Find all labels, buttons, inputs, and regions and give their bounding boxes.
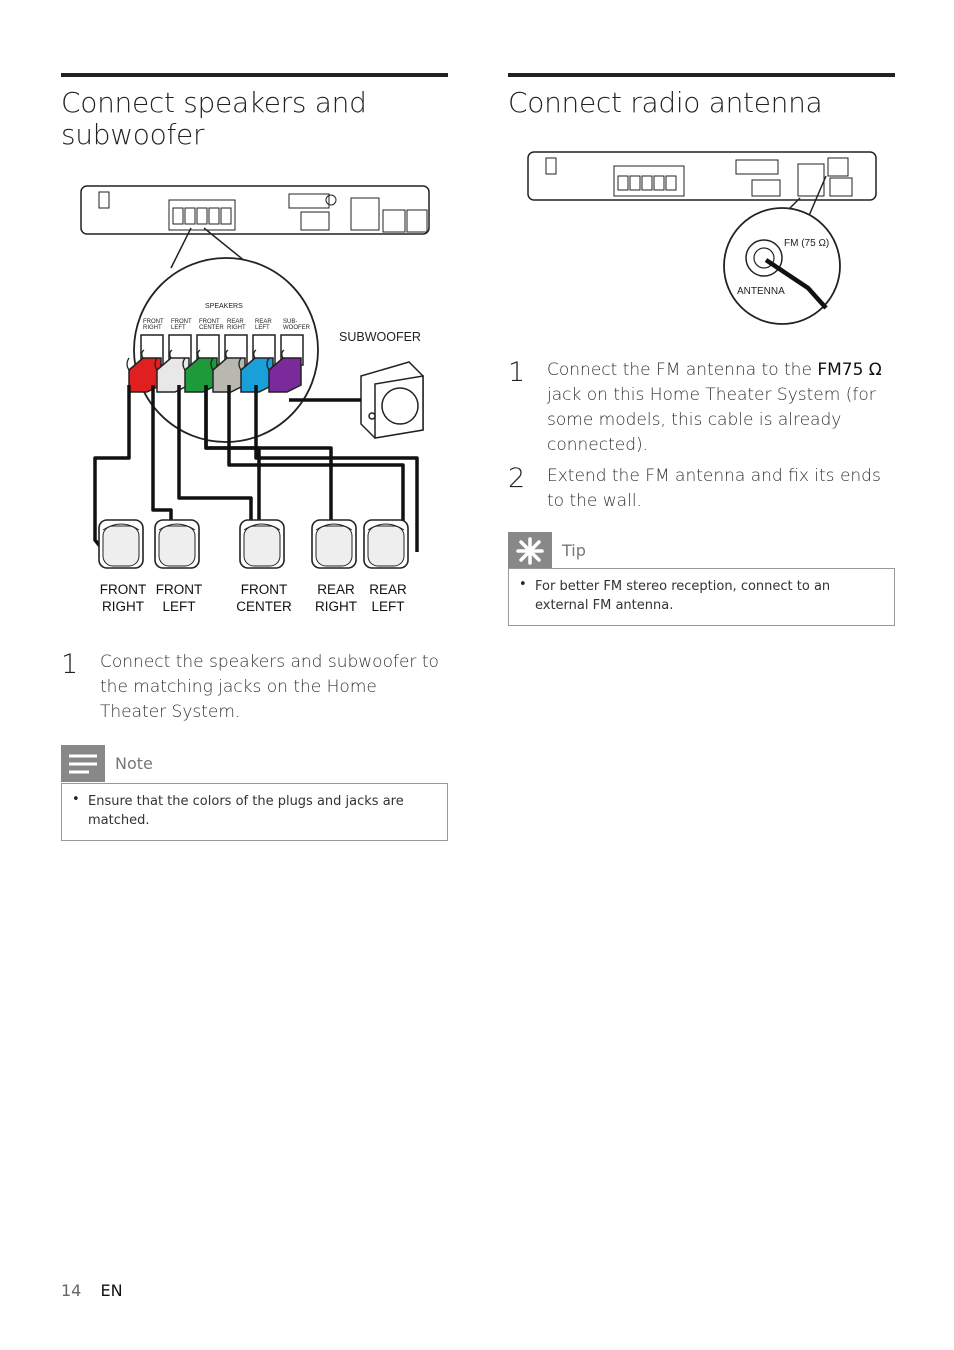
section-title-speakers: Connect speakers and subwoofer (61, 86, 367, 151)
right-column (508, 73, 895, 119)
section-rule (61, 73, 448, 77)
step-text (547, 358, 892, 458)
step-number: 2 (508, 463, 526, 494)
left-column (61, 73, 448, 151)
speaker-step-1 (61, 650, 448, 725)
note-icon (61, 745, 105, 782)
step-text: Extend the FM antenna and fix its ends to the wall. (547, 466, 881, 511)
tip-header (508, 532, 586, 569)
tip-title: Tip (562, 541, 586, 560)
jack-label: RIGHT (227, 325, 246, 331)
jack-label: FRONT (199, 319, 220, 325)
speaker-label: FRONT (155, 582, 203, 597)
speaker-label: FRONT (99, 582, 147, 597)
speaker-label: LEFT (162, 599, 196, 614)
note-text: Ensure that the colors of the plugs and jacks are matched. (88, 794, 404, 828)
speaker-label: RIGHT (102, 599, 144, 614)
subwoofer (361, 362, 423, 438)
step-number: 1 (61, 649, 79, 680)
speaker (155, 520, 199, 568)
speaker-grille (316, 526, 352, 566)
page-footer (61, 1281, 123, 1300)
antenna-connection-diagram (508, 148, 895, 330)
section-rule (508, 73, 895, 77)
page-number: 14 (61, 1281, 82, 1300)
jack-label: SUB- (283, 319, 298, 325)
jack-label: FRONT (171, 319, 192, 325)
subwoofer-label: SUBWOOFER (339, 330, 421, 344)
tip-box (508, 568, 895, 626)
fm-jack-label: FM (75 Ω) (784, 238, 830, 249)
step-number: 1 (508, 357, 526, 388)
jack-label: REAR (227, 319, 244, 325)
jack-label: LEFT (171, 325, 186, 331)
speaker-grille (159, 526, 195, 566)
speaker-grille (244, 526, 280, 566)
speaker-plug (129, 358, 161, 392)
antenna-label: ANTENNA (737, 286, 785, 297)
speaker-grille (103, 526, 139, 566)
jack-label: FRONT (143, 319, 164, 325)
jack-panel-label: SPEAKERS (205, 303, 243, 310)
note-box (61, 783, 448, 841)
speaker (240, 520, 284, 568)
step-text: Connect the speakers and subwoofer to the matching jacks on the Home Theater System. (100, 652, 439, 722)
language-code: EN (100, 1281, 123, 1300)
speaker-label: REAR (369, 582, 407, 597)
antenna-step-1 (508, 358, 895, 458)
speaker (364, 520, 408, 568)
jack-label: CENTER (199, 325, 224, 331)
jack-name: FM75 Ω (817, 360, 882, 380)
antenna-step-2 (508, 464, 895, 514)
jack-label: LEFT (255, 325, 270, 331)
speaker-label: CENTER (236, 599, 292, 614)
speaker-grille (368, 526, 404, 566)
speaker (312, 520, 356, 568)
speaker-label: LEFT (371, 599, 405, 614)
bullet-icon: • (72, 792, 80, 807)
speaker (99, 520, 143, 568)
tip-text: For better FM stereo reception, connect to an external FM antenna. (535, 579, 831, 613)
speaker-label: FRONT (240, 582, 288, 597)
step-text-end: jack on this Home Theater System (for some models, this cable is already connected). (547, 385, 876, 455)
tip-icon (508, 532, 552, 569)
jack-label: RIGHT (143, 325, 162, 331)
speaker-label: REAR (317, 582, 355, 597)
jack-label: WOOFER (283, 325, 310, 331)
note-title: Note (115, 754, 153, 773)
speaker-label: RIGHT (315, 599, 357, 614)
bullet-icon: • (519, 577, 527, 592)
section-title-antenna: Connect radio antenna (508, 86, 823, 119)
step-text-start: Connect the FM antenna to the (547, 360, 818, 380)
note-header (61, 745, 153, 782)
speaker-connection-diagram (61, 180, 448, 625)
jack-label: REAR (255, 319, 272, 325)
